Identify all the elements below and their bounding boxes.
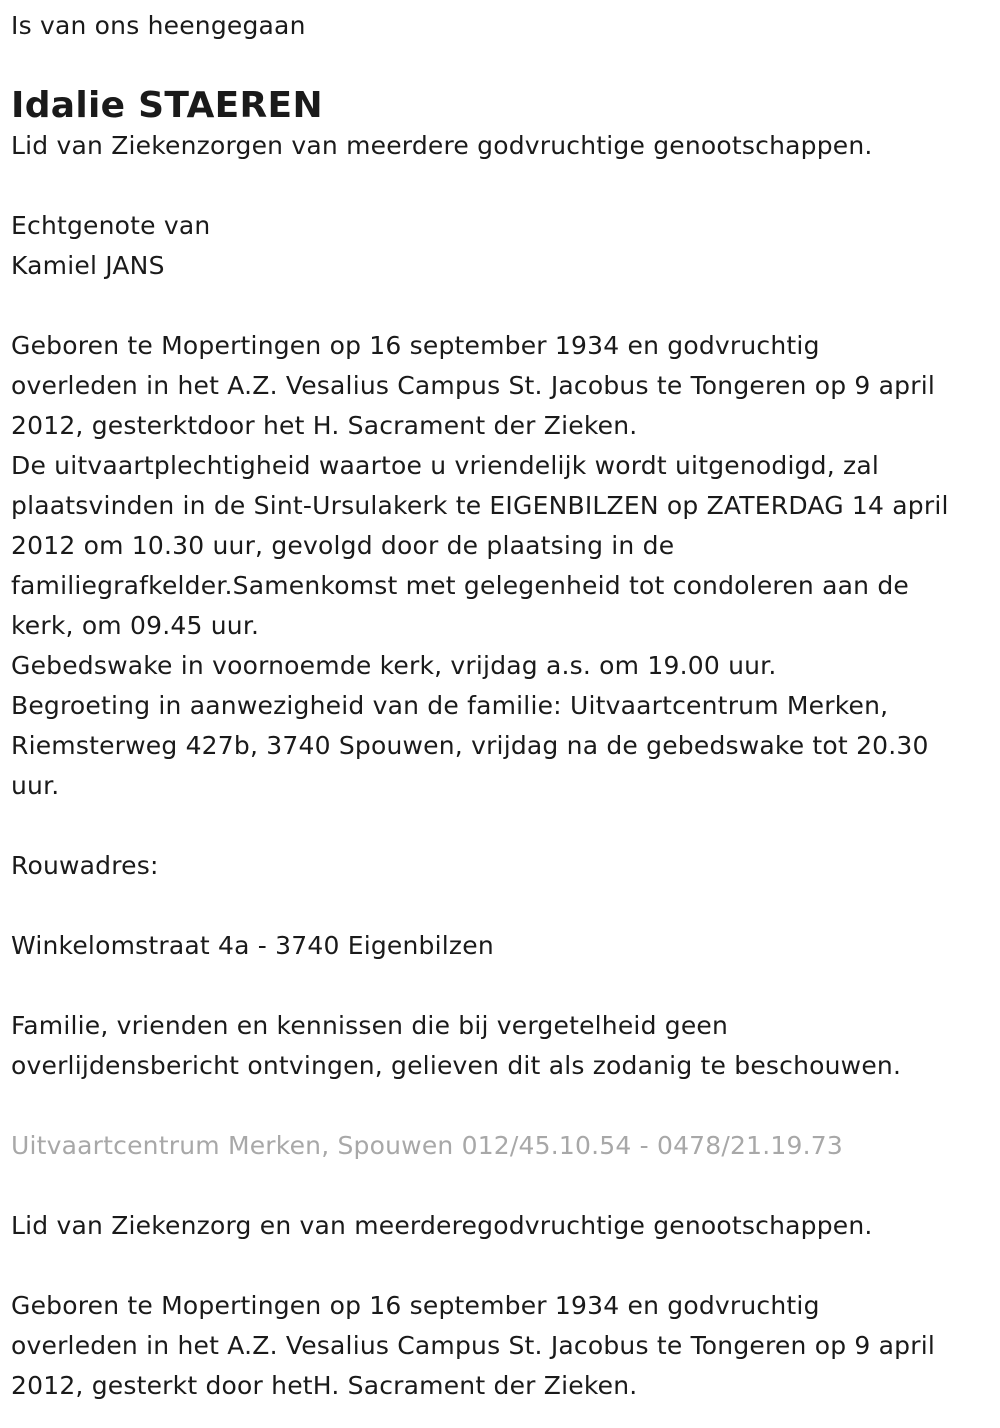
membership-text: Lid van Ziekenzorgen van meerdere godvruchtige genootschappen. xyxy=(11,131,873,160)
spouse-label: Echtgenote van xyxy=(11,211,211,240)
membership-repeat-text: Lid van Ziekenzorg en van meerderegodvruchtige genootschappen. xyxy=(11,1211,873,1240)
rouwadres-label: Rouwadres: xyxy=(11,851,159,880)
repeat-line: overleden in het A.Z. Vesalius Campus St. Jacobus te Tongeren op 9 april xyxy=(11,1331,936,1360)
body-line: 2012 om 10.30 uur, gevolgd door de plaatsing in de xyxy=(11,531,675,560)
intro-text: Is van ons heengegaan xyxy=(11,11,306,40)
notice-line: overlijdensbericht ontvingen, gelieven dit als zodanig te beschouwen. xyxy=(11,1051,902,1080)
funeral-home-contact: Uitvaartcentrum Merken, Spouwen 012/45.10.54 - 0478/21.19.73 xyxy=(11,1131,843,1160)
spacer xyxy=(11,286,989,326)
spouse-name: Kamiel JANS xyxy=(11,251,165,280)
deceased-name: Idalie STAEREN xyxy=(11,85,323,126)
rouwadres-address: Winkelomstraat 4a - 3740 Eigenbilzen xyxy=(11,931,494,960)
body-line: Riemsterweg 427b, 3740 Spouwen, vrijdag na de gebedswake tot 20.30 xyxy=(11,731,929,760)
announcement-body xyxy=(11,326,989,806)
body-line: kerk, om 09.45 uur. xyxy=(11,611,260,640)
repeat-line: Geboren te Mopertingen op 16 september 1934 en godvruchtig xyxy=(11,1291,820,1320)
spacer xyxy=(11,166,989,206)
body-line: Begroeting in aanwezigheid van de familie: Uitvaartcentrum Merken, xyxy=(11,691,889,720)
spacer xyxy=(11,1246,989,1286)
notice-block xyxy=(11,1006,989,1086)
spacer xyxy=(11,1086,989,1126)
body-line: 2012, gesterktdoor het H. Sacrament der Zieken. xyxy=(11,411,638,440)
body-line: familiegrafkelder.Samenkomst met gelegenheid tot condoleren aan de xyxy=(11,571,909,600)
body-line: plaatsvinden in de Sint-Ursulakerk te EIGENBILZEN op ZATERDAG 14 april xyxy=(11,491,949,520)
body-line: Geboren te Mopertingen op 16 september 1934 en godvruchtig xyxy=(11,331,820,360)
notice-line: Familie, vrienden en kennissen die bij vergetelheid geen xyxy=(11,1011,729,1040)
body-line: De uitvaartplechtigheid waartoe u vriendelijk wordt uitgenodigd, zal xyxy=(11,451,880,480)
spacer xyxy=(11,886,989,926)
body-line: overleden in het A.Z. Vesalius Campus St. Jacobus te Tongeren op 9 april xyxy=(11,371,936,400)
spacer xyxy=(11,1166,989,1206)
spacer xyxy=(11,966,989,1006)
repeat-line: 2012, gesterkt door hetH. Sacrament der Zieken. xyxy=(11,1371,638,1400)
body-line: uur. xyxy=(11,771,60,800)
spacer xyxy=(11,806,989,846)
body-line: Gebedswake in voornoemde kerk, vrijdag a.s. om 19.00 uur. xyxy=(11,651,777,680)
repeat-block xyxy=(11,1286,989,1406)
